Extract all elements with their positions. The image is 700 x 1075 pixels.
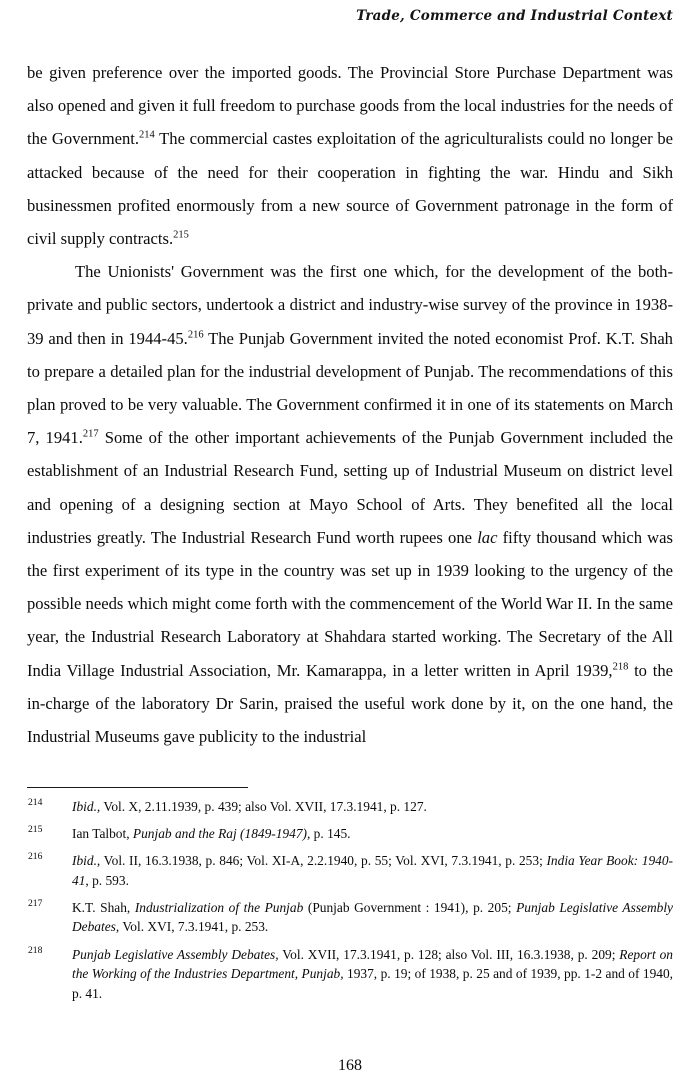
italic-run: lac: [477, 527, 498, 547]
footnote-number: 218: [28, 944, 43, 956]
text-run: Vol. X, 2.11.1939, p. 439; also Vol. XVII, 17.3.1941, p. 127.: [100, 799, 427, 814]
italic-run: Punjab Legislative Assembly Debates,: [72, 946, 279, 962]
footnote-entry: [27, 898, 673, 937]
text-run: be given preference over the imported goods. The Provincial Store Purchase Department was also opened and given it full freedom to purchase goods from the local industries for the needs of the Government.: [27, 63, 673, 149]
footnote-number: 217: [28, 897, 43, 909]
italic-run: Industrialization of the Punjab: [134, 899, 304, 915]
footnote-entry: [27, 797, 673, 817]
page-number: 168: [338, 1057, 362, 1074]
text-run: The Unionists' Government was the first one which, for the development of the both-private and public sectors, undertook a district and industry-wise survey of the province in 1938-39 and then in 1944-45.: [27, 262, 673, 348]
footnote-reference[interactable]: 214: [139, 129, 155, 141]
body-paragraph: [27, 56, 673, 255]
body-text-block: [27, 56, 673, 753]
footnote-text: [72, 799, 427, 814]
italic-run: Ibid.,: [72, 853, 101, 869]
text-run: K.T. Shah,: [72, 899, 135, 915]
footnote-text: [72, 853, 673, 888]
text-run: Some of the other important achievements of the Punjab Government included the establishment of an Industrial Research Fund, setting up of Industrial Museum on district level and opening of a designing section at Mayo School of Arts. They benefited all the local industries greatly. The Industrial Research Fund worth rupees one: [27, 428, 673, 547]
footnote-entry: [27, 851, 673, 890]
footnote-text: [72, 900, 673, 935]
footnote-reference[interactable]: 215: [173, 229, 189, 241]
text-run: , p. 593.: [85, 872, 129, 888]
text-run: , p. 145.: [306, 826, 351, 842]
italic-run: Report on the Working of the Industries Department, Punjab,: [72, 946, 673, 982]
text-run: Vol. XVI, 7.3.1941, p. 253.: [119, 919, 269, 935]
footnote-text: [72, 947, 673, 1001]
text-run: (Punjab Government : 1941), p. 205;: [303, 899, 517, 915]
italic-run: Punjab and the Raj (1849-1947): [132, 826, 307, 842]
footnote-section: [27, 787, 673, 1003]
footnote-number: 215: [28, 824, 43, 836]
footnote-entry: [27, 824, 673, 844]
text-run: 1937, p. 19; of 1938, p. 25 and of 1939, pp. 1-2 and of 1940, p. 41.: [72, 966, 673, 1001]
footnote-reference[interactable]: 216: [187, 329, 204, 341]
body-paragraph: [27, 255, 673, 753]
footnote-reference[interactable]: 217: [82, 428, 99, 440]
text-run: fifty thousand which was the first experiment of its type in the country was set up in 1939 looking to the urgency of the possible needs which might come forth with the commencement of the World War II. In the same year, the Industrial Research Laboratory at Shahdara started working. The Secretary of the All India Village Industrial Association, Mr. Kamarappa, in a letter written in April 1939,: [27, 527, 674, 680]
footnote-number: 214: [28, 797, 43, 808]
text-run: The Punjab Government invited the noted economist Prof. K.T. Shah to prepare a detailed plan for the industrial development of Punjab. The recommendations of this plan proved to be very valuable. The Government confirmed it in one of its statements on March 7, 1941.: [27, 328, 673, 448]
footnote-separator-rule: [27, 787, 248, 788]
italic-run: India Year Book: 1940-41: [72, 853, 673, 888]
running-head: Trade, Commerce and Industrial Context: [356, 8, 673, 24]
footnote-text: [72, 826, 351, 841]
text-run: Vol. XVII, 17.3.1941, p. 128; also Vol. III, 16.3.1938, p. 209;: [278, 946, 620, 962]
text-run: Ian Talbot,: [72, 826, 133, 842]
text-run: The commercial castes exploitation of the agriculturalists could no longer be attacked because of the need for their cooperation in fighting the war. Hindu and Sikh businessmen profited enormously from a new source of Government patronage in the form of civil supply contracts.: [27, 129, 673, 249]
text-run: to the in-charge of the laboratory Dr Sarin, praised the useful work done by it, on the one hand, the Industrial Museums gave publicity to the industrial: [27, 660, 673, 747]
text-run: Vol. II, 16.3.1938, p. 846; Vol. XI-A, 2.2.1940, p. 55; Vol. XVI, 7.3.1941, p. 253;: [100, 853, 547, 869]
footnote-reference[interactable]: 218: [612, 661, 629, 673]
footnote-number: 216: [28, 851, 43, 863]
footnote-entry: [27, 945, 673, 1004]
italic-run: Punjab Legislative Assembly Debates,: [72, 899, 674, 935]
italic-run: Ibid.,: [72, 799, 101, 814]
